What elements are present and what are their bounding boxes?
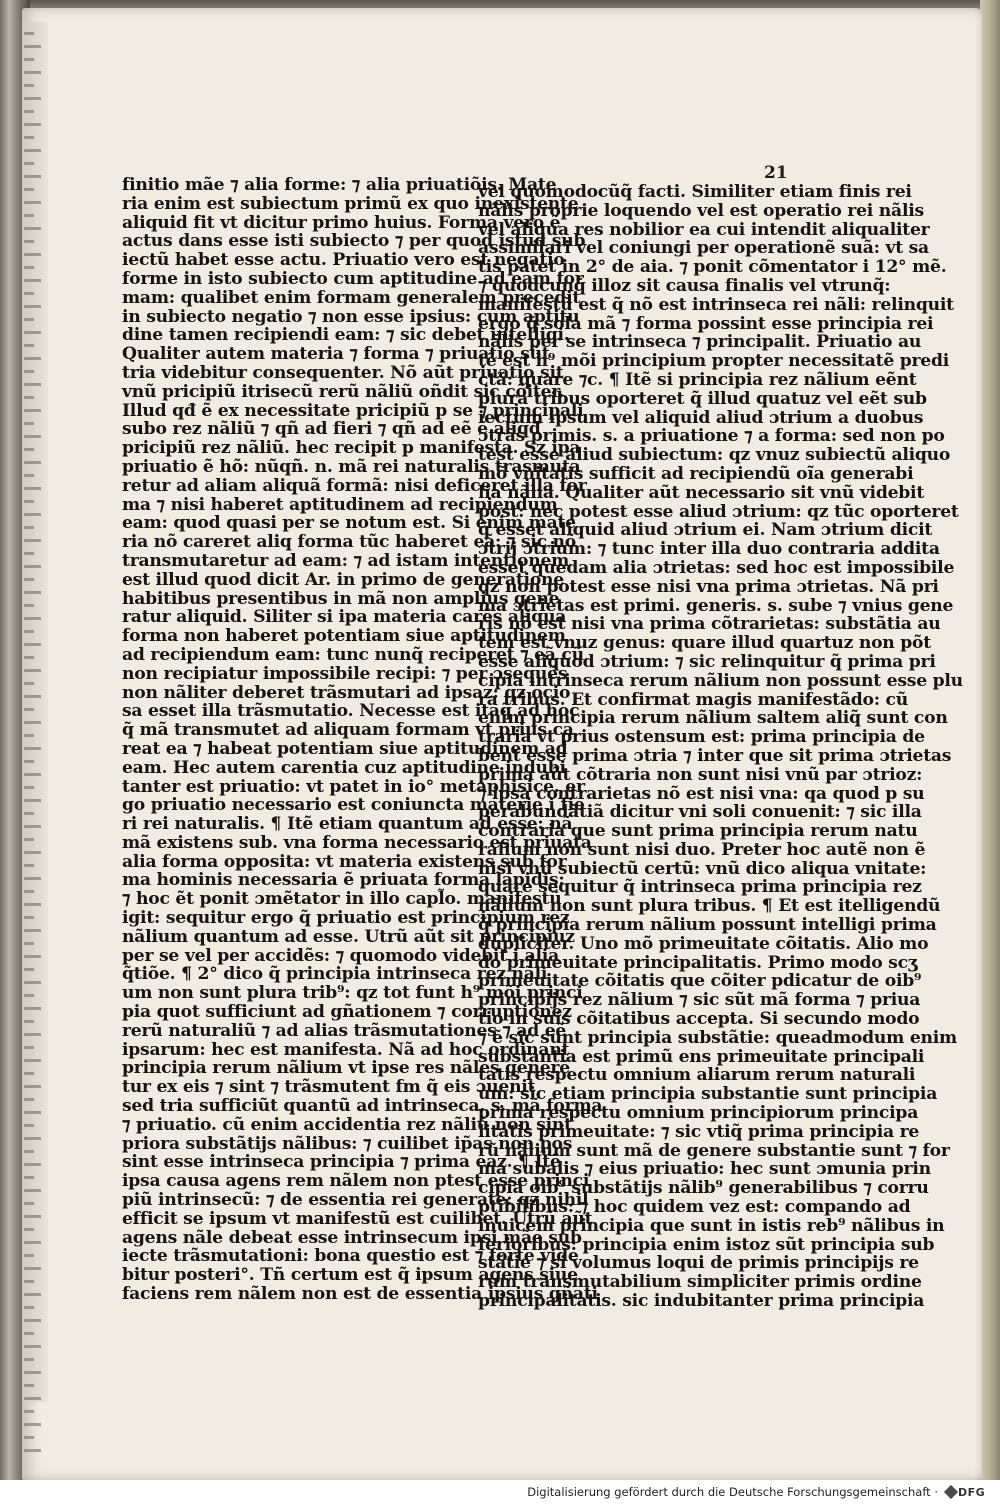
facing-page-ghost-line (24, 981, 41, 984)
facing-page-ghost-line (24, 201, 41, 204)
facing-page-ghost-line (24, 266, 34, 269)
text-line: contraria que sunt prima principia rerum natu (478, 821, 918, 842)
text-line: ɔtrij ɔtrium: ⁊ tunc inter illa duo contraria addita (478, 539, 940, 560)
text-line: go priuatio necessario est coniuncta materie i fie (122, 795, 585, 816)
facing-page-ghost-line (24, 305, 41, 308)
text-line: igit: sequitur ergo q̃ priuatio est principium rez (122, 908, 570, 929)
text-line: non recipiatur impossibile recipi: ⁊ per ɔsequẽs (122, 663, 568, 684)
facing-page-ghost-line (24, 1397, 41, 1400)
text-line: nãlis proprie loquendo vel est operatio rei nãlis (478, 200, 924, 221)
text-line: cipia oib⁹ substãtijs nãlib⁹ generabilibus ⁊ corru (478, 1178, 929, 1199)
text-line: efficit se ipsum vt manifestũ est cuilibet. Utrũ aũt (122, 1208, 593, 1229)
facing-page-ghost-line (24, 175, 41, 178)
facing-page-ghost-line (24, 916, 34, 919)
text-line: ipsarum: hec est manifesta. Nã ad hoc ordinant (122, 1039, 570, 1060)
text-line: q̃ mã transmutet ad aliquam formam vt prius ca (122, 720, 574, 741)
text-line: actus dans esse isti subiecto ⁊ per quod istud sub (122, 231, 586, 252)
text-line: reat ea ⁊ habeat potentiam siue aptitudinem ad (122, 738, 568, 759)
facing-page-ghost-line (24, 734, 34, 737)
facing-page-ghost-line (24, 1033, 41, 1036)
text-line: pricipiũ rez nãliũ. hec recipit p manifesta. Sz ipa (122, 438, 581, 459)
facing-page-ghost-line (24, 1241, 41, 1244)
text-line: test esse aliud subiectum: qz vnuz subiectũ aliquo (478, 445, 951, 466)
text-line: ria enim est subiectum primũ ex quo inexistente (122, 193, 579, 214)
text-line: principijs rez nãlium ⁊ sic sũt mã forma ⁊ priua (478, 990, 921, 1011)
book-page (22, 8, 982, 1480)
facing-page-ghost-line (24, 32, 34, 35)
text-line: piũ intrinsecũ: ⁊ de essentia rei generate: qz nihil (122, 1190, 589, 1211)
text-line: priuatio ẽ hõ: nũqñ. n. mã rei naturalis trasmuta (122, 456, 581, 477)
facing-page-ghost-line (24, 565, 41, 568)
funding-credit: Digitalisierung gefördert durch die Deutsche Forschungsgemeinschaft · (527, 1485, 938, 1499)
facing-page-ghost-line (24, 747, 41, 750)
text-line: sed tria sufficiũt quantũ ad intrinseca. s. mã forma (122, 1096, 603, 1117)
dfg-logo-text: DFG (958, 1485, 986, 1499)
facing-page-ghost-line (24, 344, 34, 347)
facing-page-ghost-line (24, 71, 41, 74)
facing-page-ghost-line (24, 370, 34, 373)
facing-page-ghost-line (24, 539, 41, 542)
facing-page-ghost-line (24, 1332, 34, 1335)
text-line: q̃ principia rerum nãlium possunt intelligi prima (478, 915, 937, 936)
facing-page-ghost-line (24, 1163, 41, 1166)
text-line: in subiecto negatio ⁊ non esse ipsius: cum aptitu (122, 306, 580, 327)
facing-page-ghost-line (24, 253, 41, 256)
text-line: agens nãle debeat esse intrinsecum ipsi mãe sub (122, 1227, 582, 1248)
text-line: rum transmutabilium simpliciter primis ordine (478, 1272, 922, 1293)
facing-page-ghost-line (24, 1449, 41, 1452)
text-line: sint esse intrinseca principia ⁊ prima eaz. ¶ Itẽ (122, 1152, 561, 1173)
text-line: esse aliquod ɔtrium: ⁊ sic relinquitur q̃ prima pri (478, 651, 936, 672)
facing-page-ghost-line (24, 1202, 34, 1205)
facing-page-ghost-line (24, 1189, 41, 1192)
text-column-left (122, 175, 603, 1305)
facing-page-ghost-line (24, 851, 41, 854)
text-line: sa esset illa trãsmutatio. Necesse est itaq̃ ad hoc (122, 701, 580, 722)
facing-page-ghost-line (24, 929, 41, 932)
text-line: prima respectu omnium principiorum principa (478, 1103, 919, 1124)
facing-page-ghost-line (24, 435, 41, 438)
facing-page-ghost-line (24, 1267, 41, 1270)
facing-page-ghost-line (24, 864, 34, 867)
text-line: ris nõ est nisi vna prima cõtrarietas: substãtia au (478, 614, 941, 635)
facing-page-ghost-line (24, 578, 34, 581)
facing-page-ghost-line (24, 1293, 41, 1296)
folio-number: 21 (764, 163, 788, 183)
text-line: ɔtrãs primis. s. a priuatione ⁊ a forma: sed non po (478, 426, 945, 447)
text-line: forma non haberet potentiam siue aptitudinem (122, 626, 566, 647)
text-line: manifestũ est q̃ nõ est intrinseca rei nãli: relinquit (478, 294, 954, 315)
text-line: nãlium quantum ad esse. Utrũ aũt sit principiuz (122, 926, 575, 947)
facing-page-ghost-line (24, 214, 34, 217)
facing-page-ghost-line (24, 838, 34, 841)
facing-page-ghost-line (24, 84, 34, 87)
facing-page-ghost-line (24, 786, 34, 789)
text-line: vnũ pricipiũ itrisecũ rerũ nãliũ oñdit sic cõiter. (122, 381, 565, 402)
facing-page-ghost-line (24, 760, 34, 763)
text-line: ria nõ careret aliq forma tũc haberet eã: ⁊ sic nõ (122, 532, 576, 553)
text-line: bent esse prima ɔtria ⁊ inter que sit prima ɔtrietas (478, 745, 952, 766)
facing-page-ghost-line (24, 1215, 41, 1218)
text-line: rũ nãlium sunt mã de genere substantie sunt ⁊ for (478, 1140, 950, 1161)
text-line: tur ex eis ⁊ sint ⁊ trãsmutent fm q̃ eis ɔuenit (122, 1077, 536, 1098)
facing-page-ghost-line (24, 669, 41, 672)
facing-page-ghost-line (24, 708, 34, 711)
text-line: tria videbitur consequenter. Nõ aũt priuatio sit (122, 362, 564, 383)
text-line: q̃ esset aliquid aliud ɔtrium ei. Nam ɔtrium dicit (478, 520, 933, 541)
text-line: forme in isto subiecto cum aptitudine ad eam for (122, 268, 584, 289)
text-line: lia nãlia. Qualiter aũt necessario sit vnũ videbit (478, 482, 925, 503)
text-line: transmutaretur ad eam: ⁊ ad istam intentionem (122, 550, 570, 571)
facing-page-ghost-line (24, 656, 34, 659)
text-line: assimilari vel coniungi per operationẽ suã: vt sa (478, 238, 929, 259)
text-line: tatis respectu omnium aliarum rerum naturali (478, 1065, 916, 1086)
text-line: mã existens sub. vna forma necessario est priuata (122, 832, 592, 853)
text-line: quare sequitur q̃ intrinseca prima principia rez (478, 877, 922, 898)
text-line: enim principia rerum nãlium saltem aliq̃ sunt con (478, 708, 948, 729)
text-line: alia forma opposita: vt materia existens sub for (122, 851, 567, 872)
facing-page-ghost-line (24, 773, 41, 776)
facing-page-ghost-line (24, 591, 41, 594)
facing-page-ghost-line (24, 526, 34, 529)
facing-page-ghost-line (24, 1358, 34, 1361)
text-line: ferioribus: principia enim istoz sũt principia sub (478, 1234, 935, 1255)
facing-page-ghost-line (24, 1384, 34, 1387)
text-line: ra tribus. Et confirmat magis manifestãdo: cũ (478, 689, 909, 710)
text-line: priora substãtijs nãlibus: ⁊ cuilibet ip̃as non pos (122, 1133, 573, 1154)
credit-strip (0, 1480, 1000, 1504)
facing-page-ghost-line (24, 1371, 41, 1374)
facing-page-ghost-line (24, 1423, 41, 1426)
text-line: ralium non sunt nisi duo. Preter hoc autẽ non ẽ (478, 839, 926, 860)
facing-page-ghost-line (24, 409, 41, 412)
text-line: pia quot sufficiunt ad gñationem ⁊ corruptionez (122, 1002, 572, 1023)
facing-page-sliver (22, 22, 48, 1402)
facing-page-ghost-line (24, 903, 41, 906)
facing-page-ghost-line (24, 136, 34, 139)
facing-page-ghost-line (24, 994, 34, 997)
text-line: ad recipiendum eam: tunc nunq̃ reciperet ⁊ eã cũ (122, 644, 584, 665)
facing-page-ghost-line (24, 955, 41, 958)
text-line: iectum ipsum vel aliquid aliud ɔtrium a duobus (478, 407, 924, 428)
text-line: non nãliter deberet trãsmutari ad ipsaz: qz ocio (122, 682, 571, 703)
text-line: principia rerum nãlium vt ipse res nãles generẽ (122, 1058, 570, 1079)
text-line: ma ɔtrietas est primi. generis. s. sube ⁊ vnius gene (478, 595, 954, 616)
text-line: ⁊ priuatio. cũ enim accidentia rez nãliũ non sint (122, 1114, 572, 1135)
text-line: subo rez nãliũ ⁊ qñ ad fieri ⁊ qñ ad eẽ ẽ aliqđ (122, 419, 541, 440)
text-line: ctã: quare ⁊c. ¶ Itẽ si principia rez nãlium eẽnt (478, 369, 917, 390)
text-line: tẽ est h⁹ mõi principium propter necessitatẽ predi (478, 351, 950, 372)
facing-page-ghost-line (24, 630, 34, 633)
text-line: ⁊ hoc ẽt ponit ɔmẽtator in illo capl̃o. manifestũ (122, 889, 562, 910)
facing-page-ghost-line (24, 162, 34, 165)
text-line: ma hominis necessaria ẽ priuata forma lapidis: (122, 870, 565, 891)
text-line: dupliciter. Uno mõ primeuitate cõitatis. Alio mo (478, 933, 929, 954)
text-line: Illud qđ ẽ ex necessitate pricipiũ p se ⁊ principali (122, 400, 584, 421)
text-line: nãlium non sunt plura tribus. ¶ Et est itelligendũ (478, 896, 941, 917)
text-line: prima aũt cõtraria non sunt nisi vnũ par ɔtrioz: (478, 764, 923, 785)
facing-page-ghost-line (24, 604, 34, 607)
facing-page-ghost-line (24, 1137, 41, 1140)
facing-page-ghost-line (24, 448, 34, 451)
text-line: ptibilibus: ⁊ hoc quidem vez est: compando ad (478, 1197, 911, 1218)
facing-page-ghost-line (24, 1085, 41, 1088)
facing-page-ghost-line (24, 396, 34, 399)
facing-page-ghost-line (24, 643, 41, 646)
text-line: tio in suis cõitatibus accepta. Si secundo modo (478, 1009, 920, 1030)
text-line: inuicem principia que sunt in istis reb⁹ nãlibus in (478, 1215, 945, 1236)
facing-page-ghost-line (24, 1410, 34, 1413)
facing-page-ghost-line (24, 695, 41, 698)
text-line: post: nec potest esse aliud ɔtrium: qz tũc oporteret (478, 501, 959, 522)
text-line: eam: quod quasi per se notum est. Si enim mate (122, 513, 576, 534)
facing-page-ghost-line (24, 1020, 34, 1023)
facing-page-ghost-line (24, 422, 34, 425)
text-line: ma ⁊ nisi haberet aptitudinem ad recipiendum (122, 494, 558, 515)
facing-page-ghost-line (24, 877, 41, 880)
facing-page-ghost-line (24, 1254, 34, 1257)
text-line: vel aliqua res nobilior ea cui intendit aliqualiter (478, 219, 930, 240)
facing-page-ghost-line (24, 240, 34, 243)
facing-page-ghost-line (24, 1111, 41, 1114)
text-line: ri rei naturalis. ¶ Itẽ etiam quantum ad esse: nã (122, 814, 573, 835)
facing-page-ghost-line (24, 682, 34, 685)
text-line: ⁊ quodcunq̃ illoz sit causa finalis vel vtrunq̃: (478, 275, 891, 296)
text-line: ⁊ ipsa contrarietas nõ est nisi vna: qa quod p su (478, 783, 925, 804)
text-line: um: sic etiam principia substantie sunt principia (478, 1084, 938, 1105)
dfg-logo (946, 1484, 992, 1500)
text-line: per se vel per accidẽs: ⁊ quomodo videbit i alia (122, 945, 559, 966)
facing-page-ghost-line (24, 45, 41, 48)
text-line: mam: qualibet enim formam generalem precedit (122, 287, 581, 308)
text-line: do primeuitate principalitatis. Primo modo scʒ (478, 952, 918, 973)
facing-page-ghost-line (24, 318, 34, 321)
text-line: esset quedam alia ɔtrietas: sed hoc est impossibile (478, 557, 955, 578)
facing-page-ghost-line (24, 279, 41, 282)
facing-page-ghost-line (24, 1280, 34, 1283)
text-line: cipia intrinseca rerum nãlium non possunt esse plu (478, 670, 963, 691)
facing-page-ghost-line (24, 500, 34, 503)
facing-page-ghost-line (24, 227, 41, 230)
facing-page-ghost-line (24, 149, 41, 152)
facing-page-ghost-line (24, 513, 41, 516)
text-line: iecte trãsmutationi: bona questio est ⁊ forte vide (122, 1246, 579, 1267)
facing-page-ghost-line (24, 97, 41, 100)
text-line: principalitatis. sic indubitanter prima principia (478, 1291, 925, 1312)
facing-page-ghost-line (24, 552, 34, 555)
facing-page-ghost-line (24, 1059, 41, 1062)
text-line: habitibus presentibus in mã non amplius gene (122, 588, 560, 609)
facing-page-ghost-line (24, 188, 34, 191)
facing-page-ghost-line (24, 799, 41, 802)
text-line: perabundãtiã dicitur vni soli conuenit: ⁊ sic illa (478, 802, 922, 823)
text-line: iectũ habet esse actu. Priuatio vero est negatio (122, 250, 565, 271)
facing-page-ghost-line (24, 1007, 41, 1010)
text-line: primeuitate cõitatis que cõiter pdicatur de oib⁹ (478, 971, 922, 992)
facing-page-ghost-line (24, 721, 41, 724)
facing-page-ghost-line (24, 1176, 34, 1179)
facing-page-ghost-line (24, 331, 41, 334)
text-line: mõ vnitatis sufficit ad recipiendũ oĩa generabi (478, 463, 914, 484)
text-column-right (478, 182, 963, 1312)
facing-page-ghost-line (24, 474, 34, 477)
text-line: ratur aliquid. Siliter si ipa materia carẽs aliqua (122, 607, 567, 628)
book-fore-edge (980, 0, 1000, 1480)
text-line: eam. Hec autem carentia cuz aptitudine indubi (122, 757, 566, 778)
facing-page-ghost-line (24, 1436, 34, 1439)
facing-page-ghost-line (24, 617, 41, 620)
facing-page-ghost-line (24, 1228, 34, 1231)
facing-page-ghost-line (24, 487, 41, 490)
text-line: retur ad aliam aliquã formã: nisi deficeret illa for (122, 475, 587, 496)
facing-page-ghost-line (24, 383, 41, 386)
text-line: traria vt prius ostensum est: prima principia de (478, 727, 925, 748)
facing-page-ghost-line (24, 123, 41, 126)
facing-page-ghost-line (24, 58, 34, 61)
text-line: ipsa causa agens rem nãlem non ptest esse princi (122, 1171, 590, 1192)
text-line: est illud quod dicit Ar. in primo de generatione (122, 569, 564, 590)
text-line: ⁊ ẽ sic sunt principia substãtie: queadmodum enim (478, 1027, 957, 1048)
text-line: faciens rem nãlem non est de essentia ipsius gñati (122, 1284, 598, 1305)
text-line: litatis primeuitate: ⁊ sic vtiq̃ prima principia re (478, 1121, 920, 1142)
text-line: ergo q̃ sola mã ⁊ forma possint esse principia rei (478, 313, 934, 334)
text-line: rerũ naturaliũ ⁊ ad alias trãsmutationes ⁊ ad eẽ (122, 1020, 567, 1041)
facing-page-ghost-line (24, 1150, 34, 1153)
facing-page-ghost-line (24, 1345, 41, 1348)
facing-page-ghost-line (24, 461, 41, 464)
text-line: q̃tiõe. ¶ 2° dico q̃ principia intrinseca rez nãli (122, 964, 548, 985)
text-line: plura tribus oporteret q̃ illud quatuz vel eẽt sub (478, 388, 927, 409)
facing-page-ghost-line (24, 110, 34, 113)
text-line: tanter est priuatio: vt patet in io° metaphisice. er (122, 776, 585, 797)
text-line: Qualiter autem materia ⁊ forma ⁊ priuatio sũt (122, 344, 550, 365)
text-line: um non sunt plura trib⁹: qz tot funt h⁹ mõi princi (122, 983, 583, 1004)
facing-page-ghost-line (24, 890, 34, 893)
facing-page-ghost-line (24, 1306, 34, 1309)
facing-page-ghost-line (24, 357, 41, 360)
dfg-logo-icon (944, 1485, 958, 1499)
text-line: nãlis per se intrinseca ⁊ principalit. Priuatio au (478, 332, 922, 353)
facing-page-ghost-line (24, 1072, 34, 1075)
text-line: finitio mãe ⁊ alia forme: ⁊ alia priuatiõis. Mate (122, 175, 557, 195)
text-line: substantia est primũ ens primeuitate principali (478, 1046, 925, 1067)
facing-page-ghost-line (24, 968, 34, 971)
text-line: qz non potest esse nisi vna prima ɔtrietas. Nã pri (478, 576, 939, 597)
text-line: aliquid fit vt dicitur primo huius. Forma vero ẽ (122, 212, 561, 233)
text-line: tis patet in 2° de aia. ⁊ ponit cõmentator i 12° mẽ. (478, 257, 947, 278)
facing-page-ghost-line (24, 825, 41, 828)
facing-page-ghost-line (24, 1098, 34, 1101)
facing-page-ghost-line (24, 812, 34, 815)
facing-page-ghost-line (24, 1124, 34, 1127)
text-line: bitur posteri°. Tñ certum est q̃ ipsum agens siue (122, 1265, 578, 1286)
text-line: ma subalis ⁊ eius priuatio: hec sunt ɔmunia prin (478, 1159, 931, 1180)
text-line: stãtie ⁊ si volumus loqui de primis principijs re (478, 1253, 919, 1274)
text-line: vel quomodocũq̃ facti. Similiter etiam finis rei (478, 182, 912, 202)
facing-page-ghost-line (24, 292, 34, 295)
text-line: tem est vnuz genus: quare illud quartuz non põt (478, 633, 931, 654)
facing-page-ghost-line (24, 1046, 34, 1049)
text-line: nisi vnũ subiectũ certũ: vnũ dico aliqua vnitate: (478, 858, 927, 879)
facing-page-ghost-line (24, 1319, 41, 1322)
text-line: dine tamen recipiendi eam: ⁊ sic debet intelligi. (122, 325, 570, 346)
facing-page-ghost-line (24, 942, 34, 945)
